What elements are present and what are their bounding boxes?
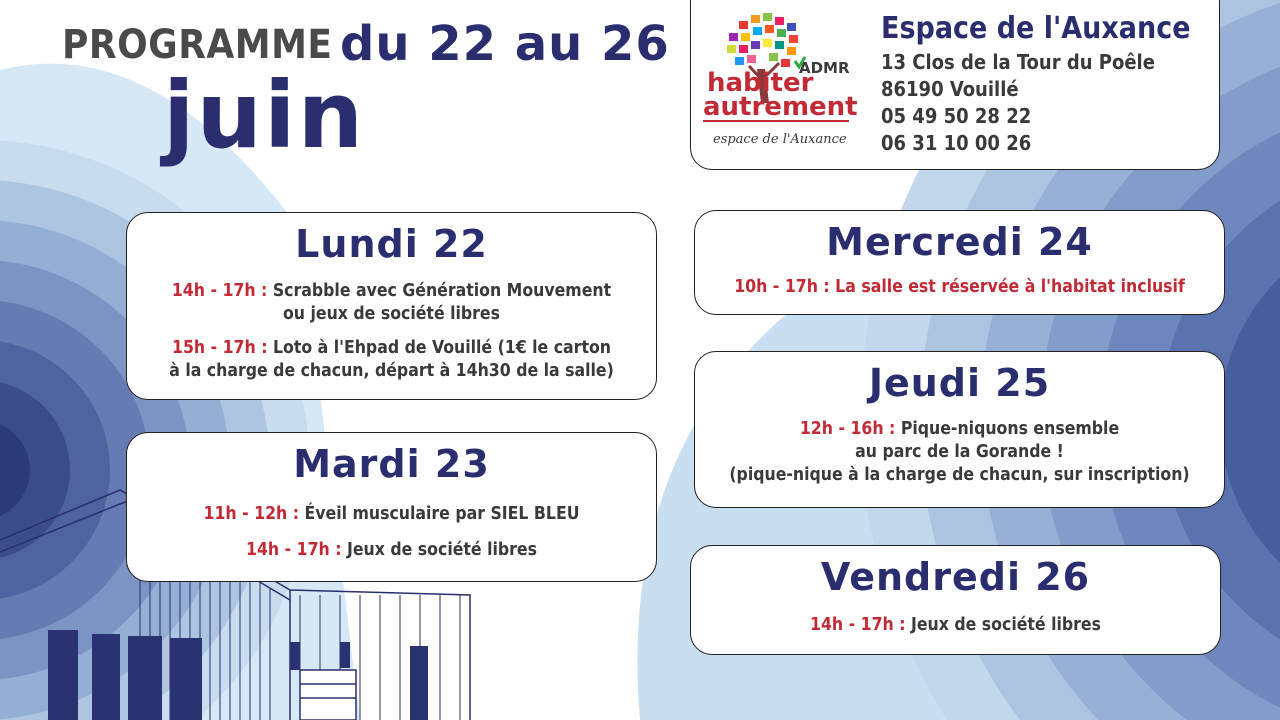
address-line-2: 86190 Vouillé xyxy=(881,77,1019,101)
entry-time: 11h - 12h : xyxy=(203,504,300,524)
phone-1: 05 49 50 28 22 xyxy=(881,104,1032,128)
entry-text: Jeux de société libres xyxy=(341,540,537,560)
entry-time: 15h - 17h : xyxy=(171,338,268,358)
day-card-jeudi xyxy=(694,351,1225,508)
admr-brand: ADMR xyxy=(799,59,850,77)
entry-text: Scrabble avec Génération Mouvement xyxy=(267,281,612,301)
schedule-entry xyxy=(127,337,656,383)
day-title: Vendredi 26 xyxy=(820,555,1091,599)
entry-text: Éveil musculaire par SIEL BLEU xyxy=(299,504,580,524)
logo-line-autrement: autrement xyxy=(703,92,858,122)
entry-time: 14h - 17h : xyxy=(246,540,342,560)
contact-card xyxy=(690,0,1220,170)
logo-subtitle: espace de l'Auxance xyxy=(713,132,847,147)
schedule-entry xyxy=(695,418,1224,487)
schedule-entry xyxy=(691,614,1220,637)
entry-text-continued: au parc de la Gorande ! xyxy=(855,442,1064,462)
logo-line-habiter: habiter xyxy=(707,68,814,98)
month-label: juin xyxy=(163,62,366,169)
schedule-entry: 10h - 17h : La salle est réservée à l'habitat inclusif xyxy=(734,277,1185,297)
day-title: Jeudi 25 xyxy=(868,361,1051,405)
address-line-1: 13 Clos de la Tour du Poêle xyxy=(881,50,1155,74)
phone-2: 06 31 10 00 26 xyxy=(881,131,1032,155)
entry-time: 12h - 16h : xyxy=(799,419,896,439)
programme-label: PROGRAMME xyxy=(62,22,333,68)
entry-text-continued: (pique-nique à la charge de chacun, sur inscription) xyxy=(729,465,1190,485)
entry-time: 14h - 17h : xyxy=(810,615,906,635)
entry-text: Pique-niquons ensemble xyxy=(895,419,1120,439)
contact-details xyxy=(881,49,1155,157)
schedule-entry xyxy=(127,503,656,526)
entry-text-continued: à la charge de chacun, départ à 14h30 de la salle) xyxy=(169,361,614,381)
day-title: Mardi 23 xyxy=(293,442,490,486)
habiter-autrement-logo xyxy=(699,11,871,161)
entry-time: 14h - 17h : xyxy=(171,281,268,301)
day-card-mardi xyxy=(126,432,657,582)
day-title: Lundi 22 xyxy=(295,222,488,266)
entry-text: Loto à l'Ehpad de Vouillé (1€ le carton xyxy=(267,338,611,358)
day-card-vendredi xyxy=(690,545,1221,655)
venue-name: Espace de l'Auxance xyxy=(881,11,1191,46)
entry-text: Jeux de société libres xyxy=(905,615,1101,635)
day-card-mercredi xyxy=(694,210,1225,315)
day-card-lundi xyxy=(126,212,657,400)
date-range: du 22 au 26 xyxy=(340,16,670,72)
entry-text-continued: ou jeux de société libres xyxy=(282,304,500,324)
schedule-entry xyxy=(127,539,656,562)
schedule-entry xyxy=(127,280,656,326)
day-title: Mercredi 24 xyxy=(826,220,1093,264)
